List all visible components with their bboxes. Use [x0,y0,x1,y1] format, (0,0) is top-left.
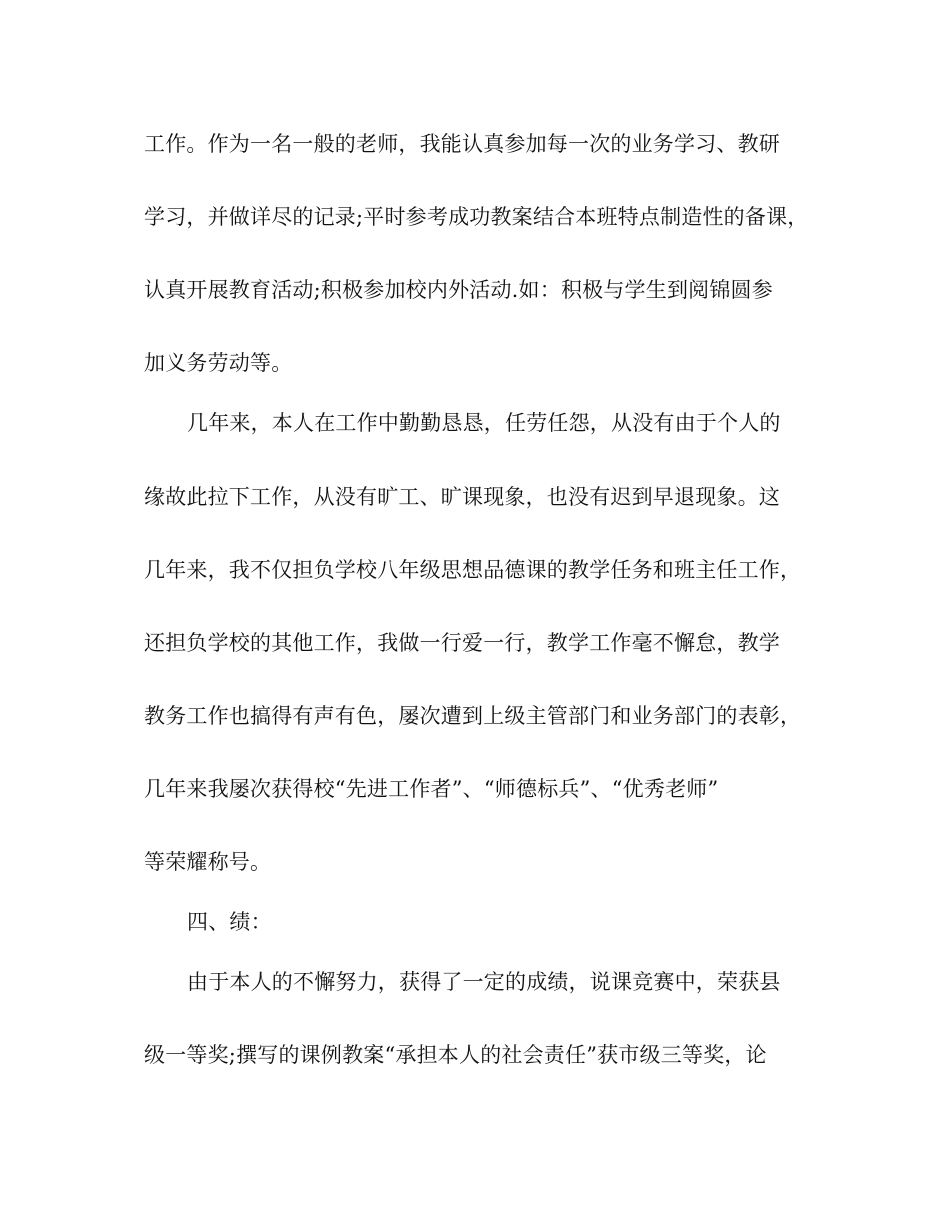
text-line: 级一等奖;撰写的课例教案“承担本人的社会责任”获市级三等奖，论 [144,1043,767,1067]
text-line: 教务工作也搞得有声有色，屡次遭到上级主管部门和业务部门的表彰， [144,704,802,728]
text-line: 还担负学校的其他工作，我做一行爱一行，教学工作毫不懈怠，教学 [144,631,780,655]
text-line: 加义务劳动等。 [144,351,293,375]
text-line: 工作。作为一名一般的老师，我能认真参加每一次的业务学习、教研 [144,132,780,156]
text-line: 认真开展教育活动;积极参加校内外活动.如：积极与学生到阅锦圆参 [144,278,773,302]
text-line: 几年来我屡次获得校“先进工作者”、“师德标兵”、“优秀老师” [144,777,719,801]
text-line: 学习，并做详尽的记录;平时参考成功教案结合本班特点制造性的备课， [144,205,809,229]
text-line: 缘故此拉下工作，从没有旷工、旷课现象，也没有迟到早退现象。这 [144,485,780,509]
text-line: 几年来，我不仅担负学校八年级思想品德课的教学任务和班主任工作， [144,558,802,582]
text-line: 几年来，本人在工作中勤勤恳恳，任劳任怨，从没有由于个人的 [187,411,781,435]
text-line: 由于本人的不懈努力，获得了一定的成绩，说课竞赛中，荣获县 [187,970,781,994]
text-line: 四、绩： [187,910,272,934]
text-line: 等荣耀称号。 [144,850,272,874]
